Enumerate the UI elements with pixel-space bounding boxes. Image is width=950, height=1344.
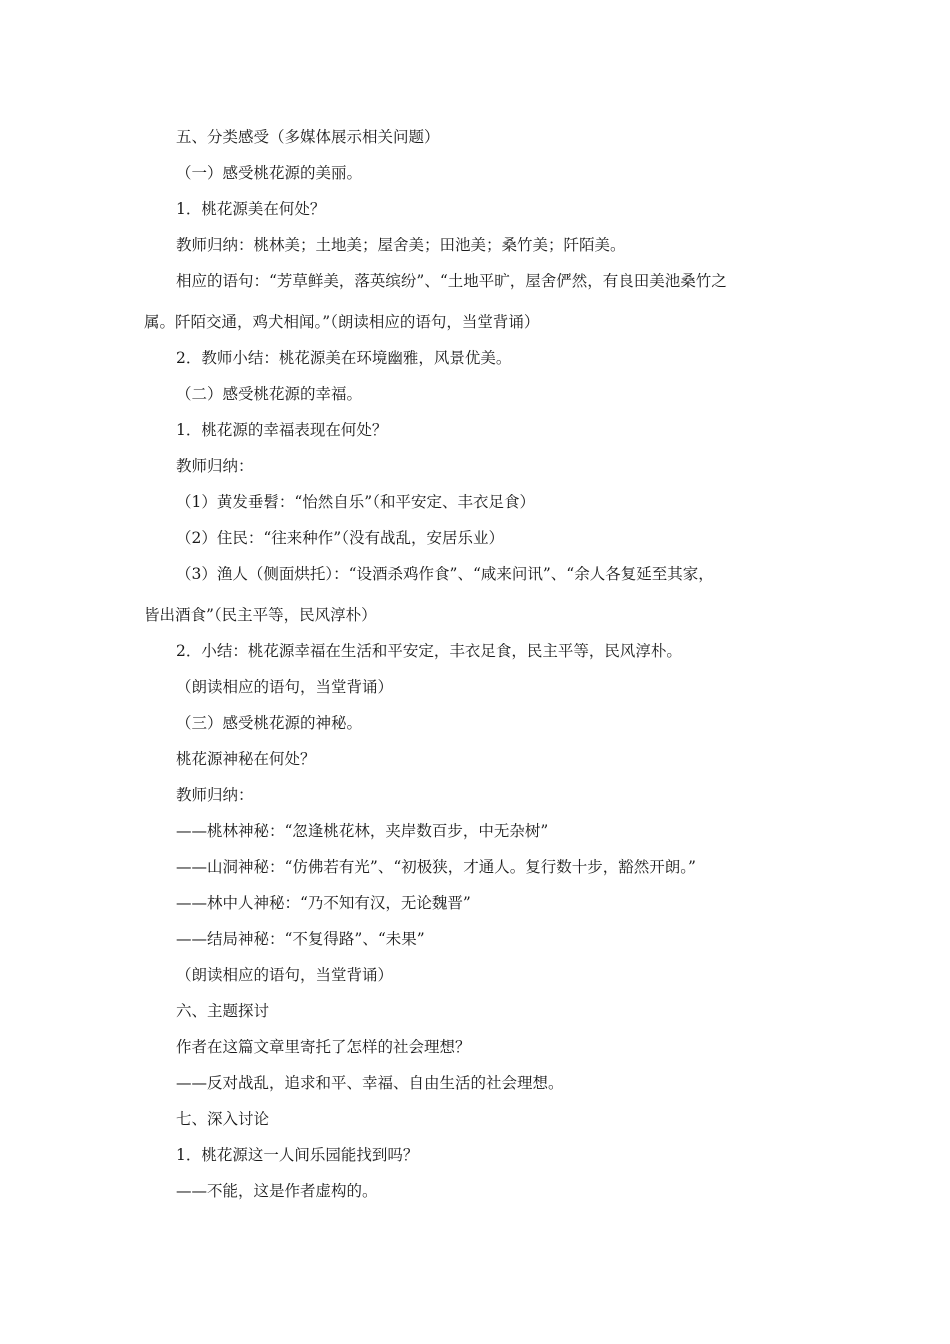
- paragraph-line: 1．桃花源这一人间乐园能找到吗？: [176, 1146, 419, 1164]
- subsection-heading-2: （二）感受桃花源的幸福。: [176, 385, 363, 403]
- paragraph-line: 作者在这篇文章里寄托了怎样的社会理想？: [176, 1038, 471, 1056]
- paragraph-line: 2．小结：桃花源幸福在生活和平安定，丰衣足食，民主平等，民风淳朴。: [176, 642, 682, 660]
- paragraph-line: ——不能，这是作者虚构的。: [176, 1182, 378, 1200]
- section-heading-5: 五、分类感受（多媒体展示相关问题）: [176, 128, 440, 146]
- paragraph-line: 2．教师小结：桃花源美在环境幽雅，风景优美。: [176, 349, 512, 367]
- paragraph-line: 教师归纳：: [176, 457, 254, 475]
- subsection-heading-1: （一）感受桃花源的美丽。: [176, 164, 363, 182]
- section-heading-6: 六、主题探讨: [176, 1002, 270, 1020]
- paragraph-line: 皆出酒食”（民主平等，民风淳朴）: [144, 606, 377, 624]
- list-item: ——林中人神秘：“乃不知有汉，无论魏晋”: [176, 894, 471, 912]
- section-heading-7: 七、深入讨论: [176, 1110, 270, 1128]
- paragraph-line: 1．桃花源的幸福表现在何处？: [176, 421, 388, 439]
- paragraph-line: 相应的语句：“芳草鲜美，落英缤纷”、“土地平旷，屋舍俨然，有良田美池桑竹之: [176, 272, 727, 290]
- list-item: （1）黄发垂髫：“怡然自乐”（和平安定、丰衣足食）: [176, 493, 535, 511]
- list-item: ——结局神秘：“不复得路”、“未果”: [176, 930, 425, 948]
- paragraph-line: 教师归纳：: [176, 786, 254, 804]
- subsection-heading-3: （三）感受桃花源的神秘。: [176, 714, 363, 732]
- list-item: ——桃林神秘：“忽逢桃花林，夹岸数百步，中无杂树”: [176, 822, 549, 840]
- paragraph-line: 桃花源神秘在何处？: [176, 750, 316, 768]
- paragraph-line: （朗读相应的语句，当堂背诵）: [176, 966, 394, 984]
- paragraph-line: 教师归纳：桃林美；土地美；屋舍美；田池美；桑竹美；阡陌美。: [176, 236, 626, 254]
- list-item: ——山洞神秘：“仿佛若有光”、“初极狭，才通人。复行数十步，豁然开朗。”: [176, 858, 696, 876]
- list-item: （3）渔人（侧面烘托）：“设酒杀鸡作食”、“咸来问讯”、“余人各复延至其家，: [176, 565, 714, 583]
- paragraph-line: 属。阡陌交通，鸡犬相闻。”（朗读相应的语句，当堂背诵）: [144, 313, 540, 331]
- paragraph-line: 1．桃花源美在何处？: [176, 200, 326, 218]
- paragraph-line: ——反对战乱，追求和平、幸福、自由生活的社会理想。: [176, 1074, 564, 1092]
- list-item: （2）住民：“往来种作”（没有战乱，安居乐业）: [176, 529, 504, 547]
- paragraph-line: （朗读相应的语句，当堂背诵）: [176, 678, 394, 696]
